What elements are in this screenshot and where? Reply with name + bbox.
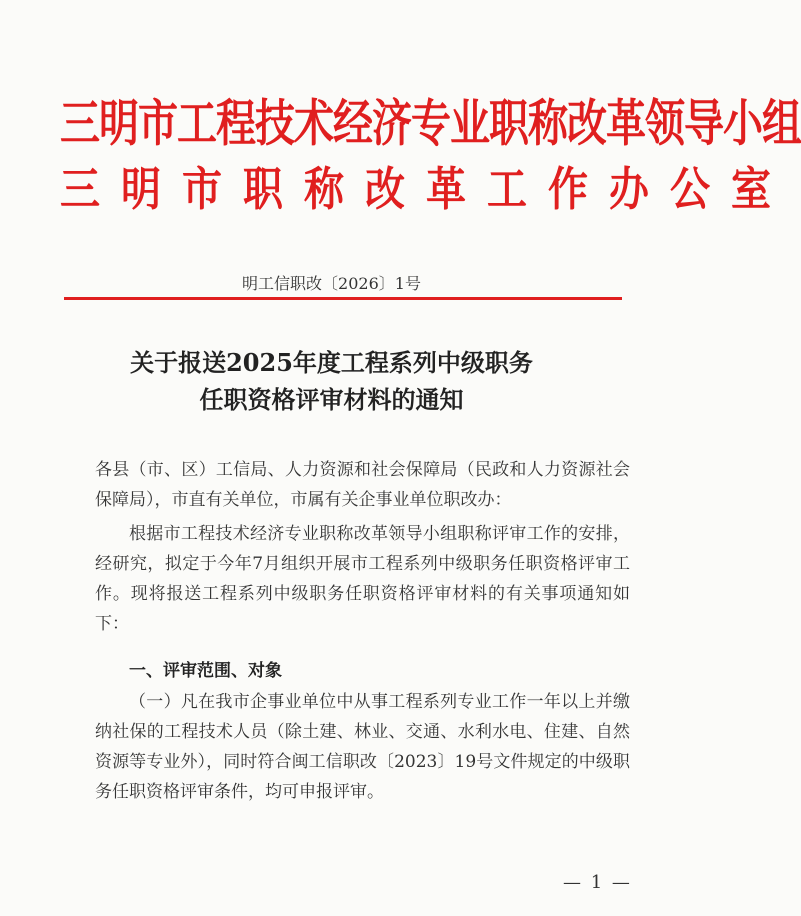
issuer-header-line1: 三明市工程技术经济专业职称改革领导小组	[60, 95, 801, 153]
document-title-line2: 任职资格评审材料的通知	[199, 385, 464, 414]
section-heading-1: 一、评审范围、对象	[129, 661, 282, 681]
document-title-line1: 关于报送2025年度工程系列中级职务	[130, 348, 533, 377]
red-divider-line	[64, 297, 622, 300]
scope-paragraph: （一）凡在我市企事业单位中从事工程系列专业工作一年以上并缴纳社保的工程技术人员（除土建、林业、交通、水利水电、住建、自然资源等专业外），同时符合闽工信职改〔2023〕19号文件规定的中级职务任职资格评审条件，均可申报评审。	[95, 692, 630, 802]
document-number: 明工信职改〔2026〕1号	[242, 274, 421, 293]
intro-paragraph: 根据市工程技术经济专业职称改革领导小组职称评审工作的安排，经研究，拟定于今年7月组织开展市工程系列中级职务任职资格评审工作。现将报送工程系列中级职务任职资格评审材料的有关事项通知如下：	[95, 524, 630, 634]
issuer-header-line2: 三明市职称改革工作办公室	[60, 163, 792, 217]
salutation-block	[95, 455, 630, 515]
salutation: 各县（市、区）工信局、人力资源和社会保障局（民政和人力资源社会保障局），市直有关单位，市属有关企事业单位职改办：	[95, 460, 630, 510]
paragraph-block-2	[95, 687, 630, 807]
paragraph-block-1	[95, 519, 630, 639]
page-number: — 1 —	[563, 872, 632, 893]
